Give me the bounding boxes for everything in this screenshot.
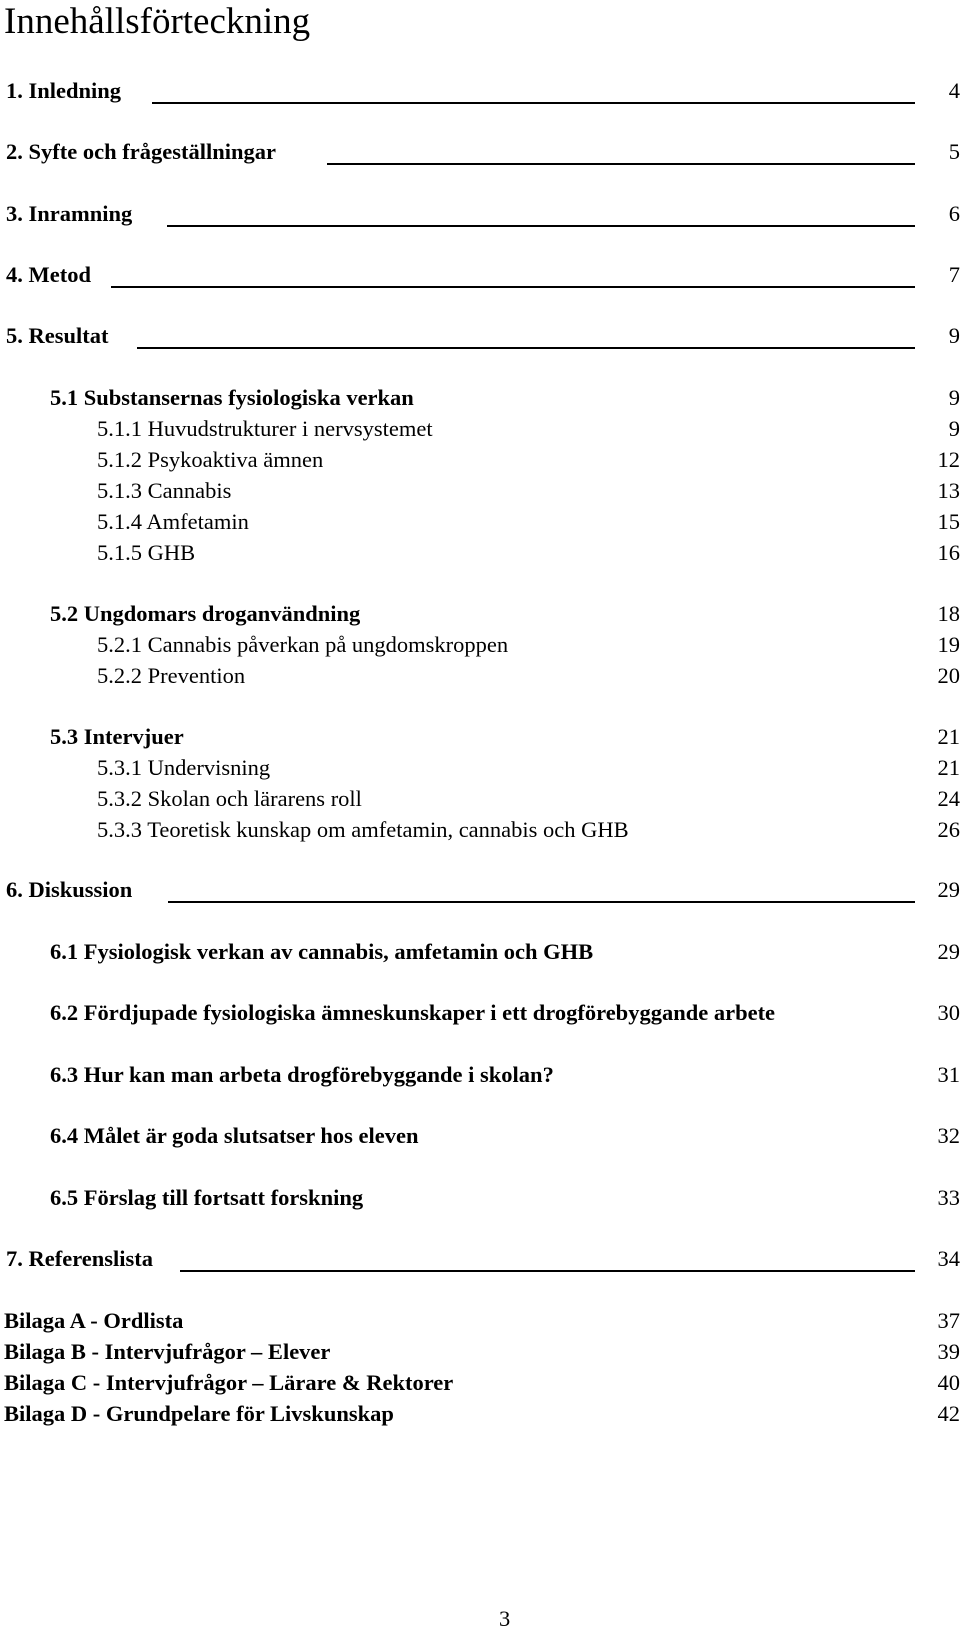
toc-entry-label: 5.1.4 Amfetamin	[97, 509, 249, 534]
toc-entry[interactable]	[0, 507, 960, 537]
toc-entry-page: 33	[937, 1185, 960, 1210]
toc-entry-label: 5.3.2 Skolan och lärarens roll	[97, 786, 362, 811]
toc-entry[interactable]	[0, 1121, 960, 1151]
toc-leader-line	[327, 163, 915, 165]
toc-entry[interactable]	[0, 753, 960, 783]
toc-entry[interactable]	[0, 383, 960, 413]
toc-entry[interactable]	[0, 414, 960, 444]
toc-entry[interactable]	[0, 199, 960, 229]
toc-entry[interactable]	[0, 445, 960, 475]
toc-entry-label: 6. Diskussion	[6, 877, 133, 902]
toc-entry[interactable]	[0, 538, 960, 568]
toc-entry-label: 7. Referenslista	[6, 1246, 154, 1271]
toc-entry[interactable]	[0, 137, 960, 167]
toc-entry[interactable]	[0, 1337, 960, 1367]
toc-entry-label: 5.3.1 Undervisning	[97, 755, 271, 780]
toc-entry-label: 6.2 Fördjupade fysiologiska ämneskunskaper i ett drogförebyggande arbete	[50, 1000, 776, 1025]
toc-entry-label: 5.1.2 Psykoaktiva ämnen	[97, 447, 324, 472]
toc-entry[interactable]	[0, 76, 960, 106]
toc-entry-page: 21	[937, 724, 960, 749]
toc-entry-label: 4. Metod	[6, 262, 91, 287]
toc-entry-page: 7	[948, 262, 960, 287]
toc-leader-line	[180, 1270, 915, 1272]
toc-entry-label: 6.5 Förslag till fortsatt forskning	[50, 1185, 364, 1210]
toc-entry-label: 5.1.3 Cannabis	[97, 478, 232, 503]
toc-entry[interactable]	[0, 1060, 960, 1090]
toc-entry[interactable]	[0, 815, 960, 845]
toc-entry-label: 5.3.3 Teoretisk kunskap om amfetamin, cannabis och GHB	[97, 817, 629, 842]
toc-entry-label: 2. Syfte och frågeställningar	[6, 139, 276, 164]
toc-entry-page: 6	[948, 201, 960, 226]
toc-entry-page: 12	[937, 447, 960, 472]
toc-entry-page: 21	[937, 755, 960, 780]
toc-entry-page: 30	[937, 1000, 960, 1025]
toc-entry-label: Bilaga B - Intervjufrågor – Elever	[4, 1339, 331, 1364]
toc-entry-page: 20	[937, 663, 960, 688]
toc-entry-label: 6.3 Hur kan man arbeta drogförebyggande i skolan?	[50, 1062, 554, 1087]
toc-entry-page: 42	[937, 1401, 960, 1426]
toc-leader-line	[167, 225, 915, 227]
toc-entry-label: Bilaga D - Grundpelare för Livskunskap	[4, 1401, 394, 1426]
toc-entry-label: 5.1.5 GHB	[97, 540, 196, 565]
toc-entry-page: 26	[937, 817, 960, 842]
page-number: 3	[499, 1606, 511, 1631]
toc-title: Innehållsförteckning	[4, 1, 311, 42]
toc-entry-page: 9	[948, 323, 960, 348]
toc-entry-page: 9	[948, 385, 960, 410]
toc-entry[interactable]	[0, 599, 960, 629]
toc-entry[interactable]	[0, 937, 960, 967]
toc-entry-label: 6.4 Målet är goda slutsatser hos eleven	[50, 1123, 419, 1148]
toc-entry-page: 15	[937, 509, 960, 534]
toc-entry[interactable]	[0, 260, 960, 290]
toc-entry[interactable]	[0, 875, 960, 905]
toc-entry[interactable]	[0, 722, 960, 752]
toc-entry[interactable]	[0, 784, 960, 814]
toc-entry-page: 37	[937, 1308, 960, 1333]
toc-entry-label: Bilaga C - Intervjufrågor – Lärare & Rektorer	[4, 1370, 454, 1395]
toc-entry-label: 5.1.1 Huvudstrukturer i nervsystemet	[97, 416, 433, 441]
toc-entry[interactable]	[0, 998, 960, 1028]
toc-leader-line	[111, 286, 915, 288]
toc-entry[interactable]	[0, 1244, 960, 1274]
toc-leader-line	[152, 102, 915, 104]
toc-entry-page: 34	[937, 1246, 960, 1271]
toc-entry-page: 29	[937, 939, 960, 964]
toc-entry-label: 5.3 Intervjuer	[50, 724, 184, 749]
toc-entry[interactable]	[0, 1368, 960, 1398]
toc-entry-label: 5.1 Substansernas fysiologiska verkan	[50, 385, 414, 410]
toc-entry[interactable]	[0, 1306, 960, 1336]
toc-entry-page: 13	[937, 478, 960, 503]
toc-entry-page: 19	[937, 632, 960, 657]
toc-entry-page: 24	[937, 786, 960, 811]
toc-entry[interactable]	[0, 1183, 960, 1213]
toc-entry-label: 1. Inledning	[6, 78, 122, 103]
toc-entry-page: 31	[937, 1062, 960, 1087]
toc-entry[interactable]	[0, 476, 960, 506]
toc-entry-page: 9	[948, 416, 960, 441]
toc-entry-label: 5.2.1 Cannabis påverkan på ungdomskroppen	[97, 632, 509, 657]
toc-entry-label: 3. Inramning	[6, 201, 133, 226]
toc-entry-page: 29	[937, 877, 960, 902]
toc-entry[interactable]	[0, 321, 960, 351]
toc-entry[interactable]	[0, 1399, 960, 1429]
toc-entry-page: 40	[937, 1370, 960, 1395]
toc-leader-line	[168, 901, 915, 903]
toc-entry[interactable]	[0, 661, 960, 691]
toc-entry-page: 39	[937, 1339, 960, 1364]
toc-entry-page: 32	[937, 1123, 960, 1148]
toc-entry-label: 6.1 Fysiologisk verkan av cannabis, amfetamin och GHB	[50, 939, 594, 964]
toc-entry-label: 5. Resultat	[6, 323, 109, 348]
toc-entry-page: 5	[948, 139, 960, 164]
toc-entry-page: 4	[948, 78, 960, 103]
toc-entry-page: 18	[937, 601, 960, 626]
toc-entry-label: 5.2 Ungdomars droganvändning	[50, 601, 361, 626]
toc-leader-line	[137, 347, 915, 349]
toc-entry-label: Bilaga A - Ordlista	[4, 1308, 184, 1333]
toc-entry-label: 5.2.2 Prevention	[97, 663, 246, 688]
toc-entry[interactable]	[0, 630, 960, 660]
toc-entry-page: 16	[937, 540, 960, 565]
